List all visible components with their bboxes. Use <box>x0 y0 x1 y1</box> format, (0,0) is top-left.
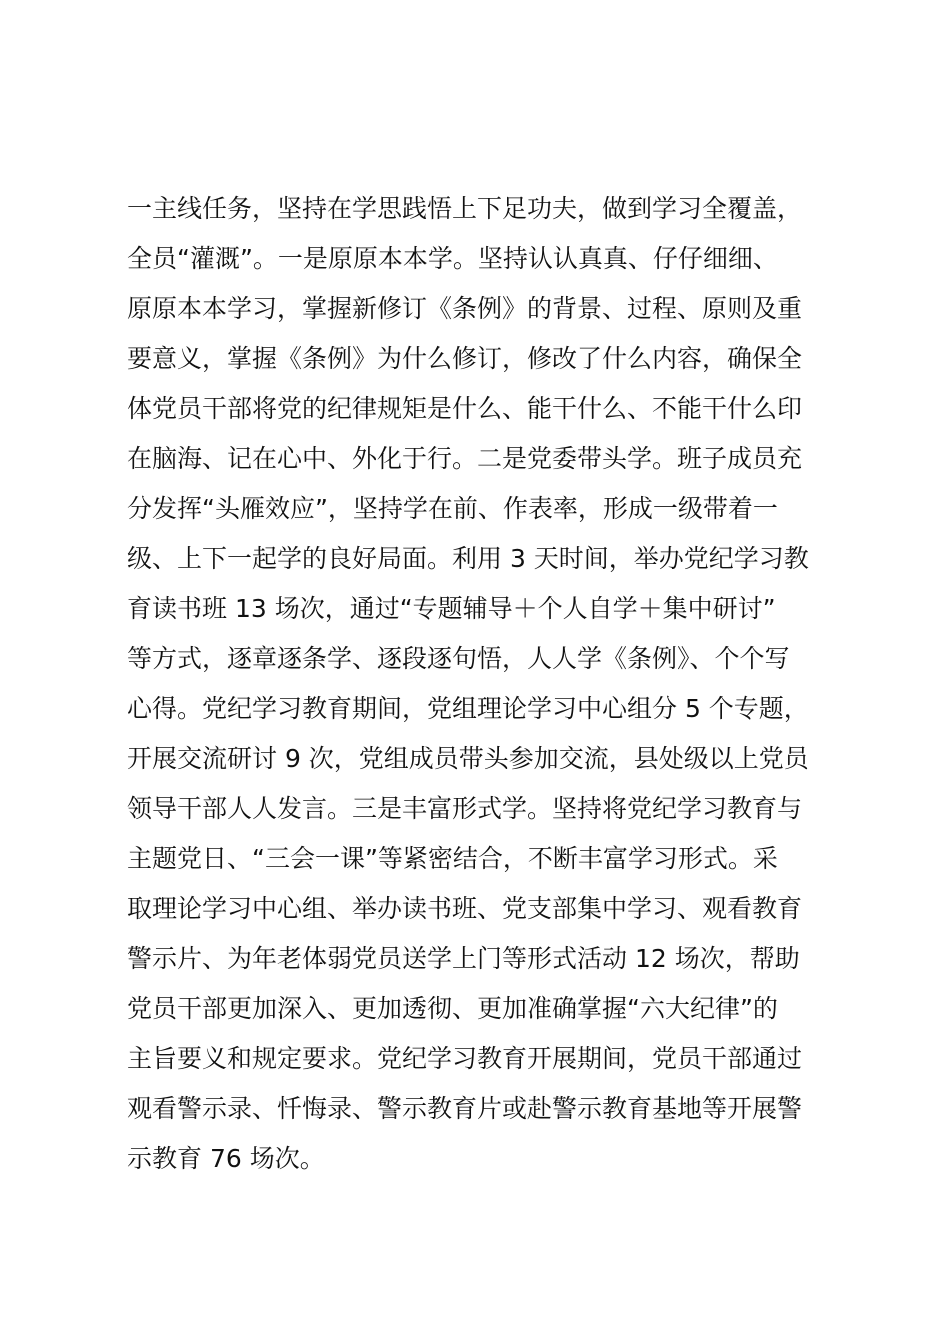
text-line: 级、上下一起学的良好局面。利用 3 天时间，举办党纪学习教 <box>127 544 809 573</box>
text-line: 开展交流研讨 9 次，党组成员带头参加交流，县处级以上党员 <box>127 744 809 773</box>
text-line: 警示片、为年老体弱党员送学上门等形式活动 12 场次，帮助 <box>127 944 800 973</box>
text-line: 领导干部人人发言。三是丰富形式学。坚持将党纪学习教育与 <box>127 794 803 823</box>
text-line: 观看警示录、忏悔录、警示教育片或赴警示教育基地等开展警 <box>127 1094 803 1123</box>
text-line: 取理论学习中心组、举办读书班、党支部集中学习、观看教育 <box>127 894 803 923</box>
text-line: 心得。党纪学习教育期间，党组理论学习中心组分 5 个专题， <box>127 694 809 723</box>
text-line: 体党员干部将党的纪律规矩是什么、能干什么、不能干什么印 <box>127 394 803 423</box>
text-line: 全员“灌溉”。一是原原本本学。坚持认认真真、仔仔细细、 <box>127 244 778 273</box>
body-paragraph <box>127 184 847 1184</box>
text-line: 主题党日、“三会一课”等紧密结合，不断丰富学习形式。采 <box>127 844 778 873</box>
text-line: 党员干部更加深入、更加透彻、更加准确掌握“六大纪律”的 <box>127 994 778 1023</box>
text-line: 分发挥“头雁效应”，坚持学在前、作表率，形成一级带着一 <box>127 494 778 523</box>
text-line: 要意义，掌握《条例》为什么修订，修改了什么内容，确保全 <box>127 344 803 373</box>
text-line: 示教育 76 场次。 <box>127 1144 325 1173</box>
text-line: 主旨要义和规定要求。党纪学习教育开展期间，党员干部通过 <box>127 1044 803 1073</box>
text-line: 等方式，逐章逐条学、逐段逐句悟，人人学《条例》、个个写 <box>127 644 790 673</box>
text-line: 育读书班 13 场次，通过“专题辅导＋个人自学＋集中研讨” <box>127 594 776 623</box>
text-line: 在脑海、记在心中、外化于行。二是党委带头学。班子成员充 <box>127 444 803 473</box>
text-line: 一主线任务，坚持在学思践悟上下足功夫，做到学习全覆盖， <box>127 194 803 223</box>
text-line: 原原本本学习，掌握新修订《条例》的背景、过程、原则及重 <box>127 294 803 323</box>
